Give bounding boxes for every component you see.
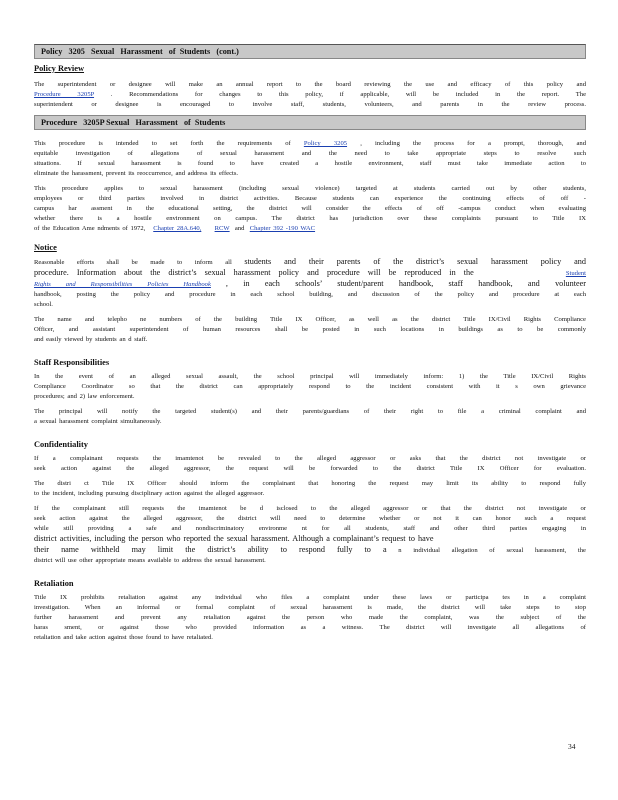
staff-line: a sexual harassment complaint simultaneously. [34,418,162,425]
staff-line: The principal will notify the targeted student(s) and their parents/guardians of their right to file a criminal complaint and [34,408,586,415]
notice-line: Rights and Responsibilities Policies Handbook , in each schools’ student/parent handbook, staff handbook, and volunteer [34,279,586,288]
confidentiality-line: If the complainant still requests the imamtenot be d isclosed to the alleged aggressor or that the district not investigate or [34,505,586,512]
confidentiality-line: while still providing a safe and nondiscriminatory environme nt for all students, staff and other third parties engaging in [34,525,586,532]
procedure-line: whether there is a hostile environment on campus. The district has jurisdiction over these complaints pursuant to Title IX [34,215,586,222]
heading-confidentiality: Confidentiality [34,440,88,449]
staff-line: procedures; and 2) law enforcement. [34,393,135,400]
procedure-line: of the Education Ame ndments of 1972, Chapter 28A.640, RCW and Chapter 392 -190 WAC [34,225,316,232]
retaliation-line: retaliation and take action against those found to have retaliated. [34,634,213,641]
notice-line: procedure. Information about the district’s sexual harassment policy and procedure will be reproduced in the Student [34,268,587,277]
confidentiality-line: seek action against the alleged aggressor, the request will be forwarded to the district Title IX Officer for evaluation. [34,465,586,472]
confidentiality-line: If a complainant requests the imamtenot be revealed to the alleged aggressor or asks that the district not investigate or [34,455,586,462]
procedure-line: employees or third parties involved in district activities. Because students can experience the continuing effects of off - [34,195,586,202]
heading-retaliation: Retaliation [34,579,74,588]
procedure-line: equitable investigation of allegations of sexual harassment and the need to take appropriate steps to resolve such [34,150,586,157]
notice-line: Officer, and assistant superintendent of human resources shall be posted in such locations in buildings as to be commonly [34,326,586,333]
link-procedure-3205p[interactable]: Procedure 3205P [34,91,95,98]
link-chapter-392-190-wac[interactable]: Chapter 392 -190 WAC [249,225,316,232]
confidentiality-line: The distri ct Title IX Officer should inform the complainant that honoring the request may limit its ability to respond fully [34,480,586,487]
notice-line: handbook, posting the policy and procedure in each school building, and discussion of the policy and procedure at each [34,291,586,298]
procedure-line: eliminate the harassment, prevent its reoccurrence, and address its effects. [34,170,239,177]
notice-line: and easily viewed by students an d staff. [34,336,148,343]
policy-review-line: The superintendent or designee will make an annual report to the board reviewing the use and efficacy of this policy and [34,81,586,88]
procedure-line: situations. If sexual harassment is found to have created a hostile environment, staff must take immediate action to [34,160,586,167]
staff-line: In the event of an alleged sexual assault, the school principal will immediately inform: 1) the Title IX/Civil Rights [34,373,586,380]
staff-line: Compliance Coordinator so that the district can appropriately respond to the incident consistent with it s own grievance [34,383,586,390]
link-rights-handbook[interactable]: Rights and Responsibilities Policies Handbook [34,281,211,288]
notice-line: Reasonable efforts shall be made to inform all students and their parents of the district’s sexual harassment policy and [34,257,586,266]
policy-review-line: superintendent or designee is encouraged to involve staff, students, volunteers, and parents in the review process. [34,101,586,108]
confidentiality-line: district will use other appropriate means available to address the sexual harassment. [34,557,266,564]
heading-policy-review: Policy Review [34,64,85,73]
retaliation-line: haras sment, or against those who provided information as a witness. The district will investigate all allegations of [34,624,586,631]
notice-line: The name and telepho ne numbers of the building Title IX Officer, as well as the district Title IX/Civil Rights Compliance [34,316,586,323]
section-header-policy: Policy 3205 Sexual Harassment of Students (cont.) [34,44,586,59]
link-policy-3205[interactable]: Policy 3205 [303,140,348,147]
link-student-handbook[interactable]: Student [565,270,587,277]
heading-notice: Notice [34,243,57,252]
procedure-line: This procedure applies to sexual harassment (including sexual violence) targeted at students carried out by other students, [34,185,586,192]
document-page [34,44,586,643]
link-chapter-28a640[interactable]: Chapter 28A.640, [153,225,202,232]
confidentiality-line: their name withheld may limit the district’s ability to respond fully to a n individual allegation of sexual harassment, the [34,545,586,554]
confidentiality-line: seek action against the alleged aggressor, the district will need to determine whether or not it can honor such a request [34,515,586,522]
section-header-procedure: Procedure 3205P Sexual Harassment of Students [34,115,586,130]
link-rcw[interactable]: RCW [214,225,230,232]
retaliation-line: Title IX prohibits retaliation against any individual who files a complaint under these laws or participa tes in a complaint [34,594,586,601]
notice-line: school. [34,301,53,308]
confidentiality-line: district activities, including the person who reported the sexual harassment. Although a complainant’s request to have [34,534,434,543]
page-number: 34 [568,742,576,751]
retaliation-line: further harassment and prevent any retaliation against the person who made the complaint, was the subject of the [34,614,586,621]
procedure-line: campus har assment in the educational setting, the district will consider the effects of off -campus conduct when evaluating [34,205,586,212]
heading-staff-responsibilities: Staff Responsibilities [34,358,110,367]
policy-review-line: Procedure 3205P . Recommendations for changes to this policy, if applicable, will be included in the report. The [34,91,586,98]
retaliation-line: investigation. When an informal or formal complaint of sexual harassment is made, the district will take steps to stop [34,604,586,611]
confidentiality-line: to the incident, including pursuing disciplinary action against the alleged aggressor. [34,490,265,497]
procedure-line: This procedure is intended to set forth the requirements of Policy 3205 , including the process for a prompt, thorough, and [34,140,587,147]
